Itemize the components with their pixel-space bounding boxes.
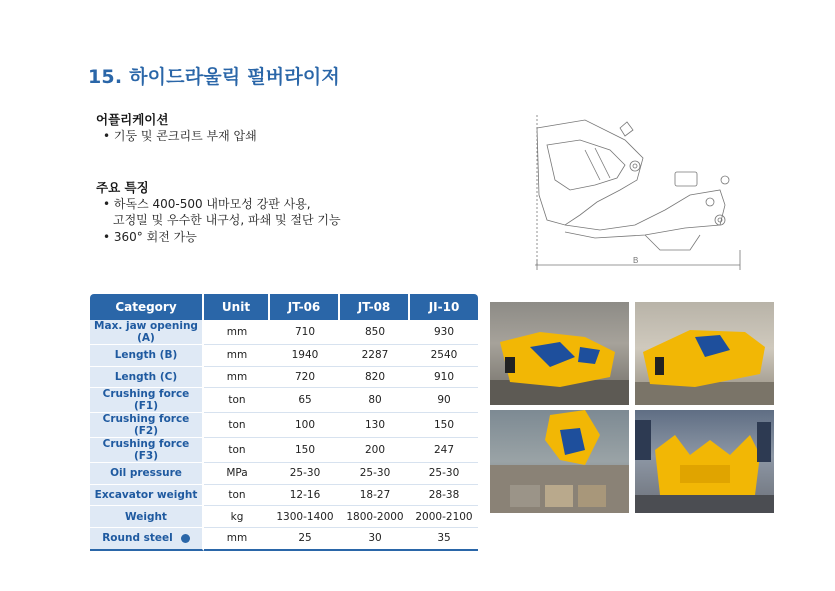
cell-value: 150 [410,413,478,438]
cell-value: 18-27 [340,485,410,507]
cell-value: 35 [410,528,478,551]
table-row [90,485,478,507]
pulverizer-technical-drawing [525,110,747,275]
row-unit: kg [204,506,270,528]
row-unit: ton [204,438,270,463]
specification-table [90,294,478,551]
header-model-jt08: JT-08 [340,294,410,320]
cell-value: 710 [270,320,340,345]
row-category: Crushing force (F1) [90,388,204,413]
row-unit: mm [204,320,270,345]
cell-value: 1300-1400 [270,506,340,528]
cell-value: 930 [410,320,478,345]
cell-value: 130 [340,413,410,438]
cell-value: 910 [410,367,478,389]
table-row [90,463,478,485]
row-category: Excavator weight [90,485,204,507]
table-row [90,367,478,389]
row-category: Oil pressure [90,463,204,485]
page-title: 15. 하이드라울릭 펄버라이저 [88,66,340,88]
cell-value: 1940 [270,345,340,367]
cell-value: 2000-2100 [410,506,478,528]
table-row [90,320,478,345]
header-model-jt06: JT-06 [270,294,340,320]
application-item: • 기둥 및 콘크리트 부재 압쇄 [103,129,257,143]
cell-value: 100 [270,413,340,438]
header-model-ji10: JI-10 [410,294,478,320]
cell-value: 720 [270,367,340,389]
cell-value: 30 [340,528,410,551]
row-unit: mm [204,345,270,367]
table-row [90,388,478,413]
application-heading: 어플리케이션 [96,112,169,127]
cell-value: 25-30 [410,463,478,485]
cell-value: 200 [340,438,410,463]
dimension-label-b: B [633,256,639,265]
row-unit: ton [204,485,270,507]
feature-item-continued: 고정밀 및 우수한 내구성, 파쇄 및 절단 기능 [113,213,341,227]
pulverizer-in-use-photo [490,410,629,513]
cell-value: 25-30 [270,463,340,485]
features-heading: 주요 특징 [96,180,149,195]
pulverizer-photo-1 [490,302,629,405]
cell-value: 2287 [340,345,410,367]
cell-value: 25-30 [340,463,410,485]
cell-value: 90 [410,388,478,413]
row-category: Length (C) [90,367,204,389]
cell-value: 820 [340,367,410,389]
pulverizer-photo-2 [635,302,774,405]
header-unit: Unit [204,294,270,320]
row-category: Crushing force (F2) [90,413,204,438]
feature-item: • 360° 회전 가능 [103,230,197,244]
row-unit: mm [204,528,270,551]
cell-value: 80 [340,388,410,413]
row-category: Crushing force (F3) [90,438,204,463]
header-category: Category [90,294,204,320]
row-category: Weight [90,506,204,528]
table-header-row [90,294,478,320]
table-row [90,506,478,528]
pulverizer-exhibition-photo [635,410,774,513]
row-unit: ton [204,413,270,438]
table-row [90,528,478,551]
cell-value: 12-16 [270,485,340,507]
row-category-with-dot [90,528,204,551]
row-unit: mm [204,367,270,389]
table-row [90,345,478,367]
table-row [90,413,478,438]
cell-value: 150 [270,438,340,463]
row-category-label: Round steel [102,532,173,545]
cell-value: 850 [340,320,410,345]
feature-item: • 하독스 400-500 내마모성 강판 사용, [103,197,311,211]
row-category: Length (B) [90,345,204,367]
row-unit: ton [204,388,270,413]
cell-value: 2540 [410,345,478,367]
cell-value: 247 [410,438,478,463]
bullet-dot-icon [181,534,190,543]
cell-value: 65 [270,388,340,413]
row-category: Max. jaw opening (A) [90,320,204,345]
cell-value: 28-38 [410,485,478,507]
table-row [90,438,478,463]
row-unit: MPa [204,463,270,485]
cell-value: 1800-2000 [340,506,410,528]
cell-value: 25 [270,528,340,551]
